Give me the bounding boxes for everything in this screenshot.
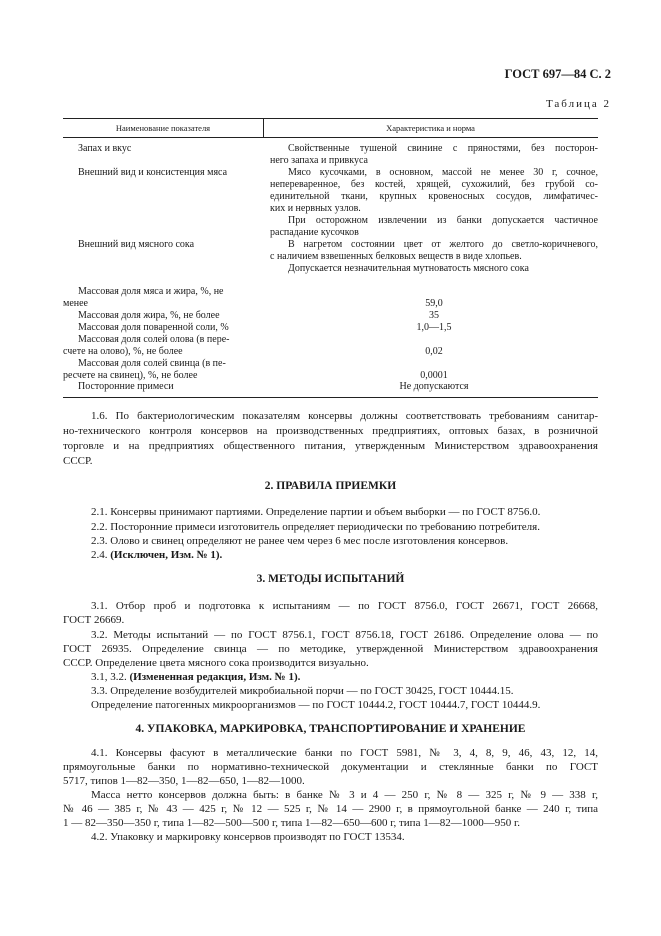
table-row-name: Посторонние примеси xyxy=(78,381,174,392)
section-heading: 2. ПРАВИЛА ПРИЕМКИ xyxy=(264,480,397,492)
table-row-value: единительной ткани, крупных кровеносных сосудов, лимфатичес- xyxy=(270,191,598,202)
table-row-value: При осторожном извлечении из банки допускается частичное xyxy=(288,215,598,226)
table-row-value: В нагретом состоянии цвет от желтого до светло-коричневого, xyxy=(288,239,598,250)
paragraph-line: прямоугольные банки по нормативно-технической документации и стеклянные банки по ГОСТ xyxy=(63,761,598,773)
table-row-name: счете на олово), %, не более xyxy=(63,346,183,357)
paragraph-line: 2.3. Олово и свинец определяют не ранее чем через 6 мес после изготовления консервов. xyxy=(91,535,509,547)
table-row-value: Свойственные тушеной свинине с пряностями, без посторон- xyxy=(288,143,598,154)
paragraph-line: но-технического контроля консервов на производственных предприятиях, оптовых базах, в розничной xyxy=(63,425,598,437)
section-heading: 4. УПАКОВКА, МАРКИРОВКА, ТРАНСПОРТИРОВАНИЕ И ХРАНЕНИЕ xyxy=(135,723,526,735)
table-row-value: непереваренное, без костей, хрящей, сухожилий, без грубой со- xyxy=(270,179,598,190)
paragraph-line: 3.1. Отбор проб и подготовка к испытаниям — по ГОСТ 8756.0, ГОСТ 26671, ГОСТ 26668, xyxy=(91,600,598,612)
column-header-name: Наименование показателя xyxy=(115,123,211,133)
paragraph-line: 1 — 82—350—350 г, типа 1—82—500—500 г, типа 1—82—650—600 г, типа 1—82—1000—950 г. xyxy=(63,817,520,829)
paragraph-line: 4.1. Консервы фасуют в металлические банки по ГОСТ 5981, № 3, 4, 8, 9, 46, 43, 12, 14, xyxy=(91,747,598,759)
paragraph-line: 4.2. Упаковку и маркировку консервов производят по ГОСТ 13534. xyxy=(91,831,405,843)
table-row-name: Запах и вкус xyxy=(78,143,132,154)
paragraph-line: 2.1. Консервы принимают партиями. Определение партии и объем выборки — по ГОСТ 8756.0. xyxy=(91,506,541,518)
paragraph-line: 3.2. Методы испытаний — по ГОСТ 8756.1, ГОСТ 8756.18, ГОСТ 26186. Определение олова — по xyxy=(91,629,598,641)
table-row-value: 0,02 xyxy=(425,346,443,357)
table-row-name: Массовая доля жира, %, не более xyxy=(78,310,220,321)
table-row-name: Массовая доля солей олова (в пере- xyxy=(78,334,230,345)
paragraph-line: 3.3. Определение возбудителей микробиальной порчи — по ГОСТ 30425, ГОСТ 10444.15. xyxy=(91,685,514,697)
paragraph-line: ГОСТ 26935. Определение свинца — по методике, утвержденной Министерством здравоохранения xyxy=(63,643,598,655)
table-header-rule xyxy=(63,137,598,138)
table-row-value: 0,0001 xyxy=(420,370,448,381)
section-heading: 3. МЕТОДЫ ИСПЫТАНИЙ xyxy=(256,573,405,585)
table-row-value: Мясо кусочками, в основном, массой не менее 30 г, сочное, xyxy=(288,167,598,178)
table-row-value: 1,0—1,5 xyxy=(416,322,452,333)
paragraph-line: 1.6. По бактериологическим показателям консервы должны соответствовать требованиям санитар- xyxy=(91,410,598,422)
paragraph-line: № 46 — 385 г, № 43 — 425 г, № 12 — 525 г, № 14 — 2900 г, в прямоугольной банке — 240 г, типа xyxy=(63,803,598,815)
paragraph-line: 2.2. Посторонние примеси изготовитель определяет периодически по требованию потребителя. xyxy=(91,521,540,533)
clause-number: 3.1, 3.2. xyxy=(91,671,127,683)
paragraph-line xyxy=(63,548,598,563)
clause-number: 2.4. xyxy=(91,549,108,561)
table-row-value: 59,0 xyxy=(425,298,443,309)
table-caption: Таблица 2 xyxy=(545,98,611,110)
table-row-name: ресчете на свинец), %, не более xyxy=(63,370,198,381)
table-row-name: Внешний вид мясного сока xyxy=(78,239,195,250)
table-row-value: ких и нервных узлов. xyxy=(270,203,361,214)
paragraph-line: ГОСТ 26669. xyxy=(63,614,125,626)
table-row-name: Массовая доля мяса и жира, %, не xyxy=(78,286,224,297)
amendment-note: (Измененная редакция, Изм. № 1). xyxy=(129,671,301,683)
table-row-value: Допускается незначительная мутноватость мясного сока xyxy=(288,263,529,274)
paragraph-line: 5717, типов 1—82—350, 1—82—650, 1—82—1000. xyxy=(63,775,305,787)
paragraph-line: СССР. Определение цвета мясного сока производится визуально. xyxy=(63,657,369,669)
paragraph-line: Определение патогенных микроорганизмов — по ГОСТ 10444.2, ГОСТ 10444.7, ГОСТ 10444.9. xyxy=(91,699,541,711)
table-top-rule xyxy=(63,118,598,119)
table-row-value: распадание кусочков xyxy=(270,227,359,238)
table-row-name: Внешний вид и консистенция мяса xyxy=(78,167,228,178)
column-header-value: Характеристика и норма xyxy=(386,123,475,133)
table-row-name: менее xyxy=(63,298,88,309)
table-row-value: с наличием взвешенных белковых веществ в виде хлопьев. xyxy=(270,251,522,262)
paragraph-line xyxy=(63,670,598,685)
table-row-name: Массовая доля поваренной соли, % xyxy=(78,322,229,333)
table-row-name: Массовая доля солей свинца (в пе- xyxy=(78,358,226,369)
table-bottom-rule xyxy=(63,397,598,398)
paragraph-line: СССР. xyxy=(63,455,93,467)
document-reference: ГОСТ 697—84 С. 2 xyxy=(504,67,611,81)
amendment-note: (Исключен, Изм. № 1). xyxy=(110,549,223,561)
table-row-value: Не допускаются xyxy=(399,381,469,392)
table-row-value: него запаха и привкуса xyxy=(270,155,368,166)
paragraph-line: торговле и на предприятиях общественного питания, утвержденным Министерством здравоохранения xyxy=(63,440,598,452)
paragraph-line: Масса нетто консервов должна быть: в банке № 3 и 4 — 250 г, № 8 — 325 г, № 9 — 338 г, xyxy=(91,789,598,801)
table-row-value: 35 xyxy=(429,310,439,321)
